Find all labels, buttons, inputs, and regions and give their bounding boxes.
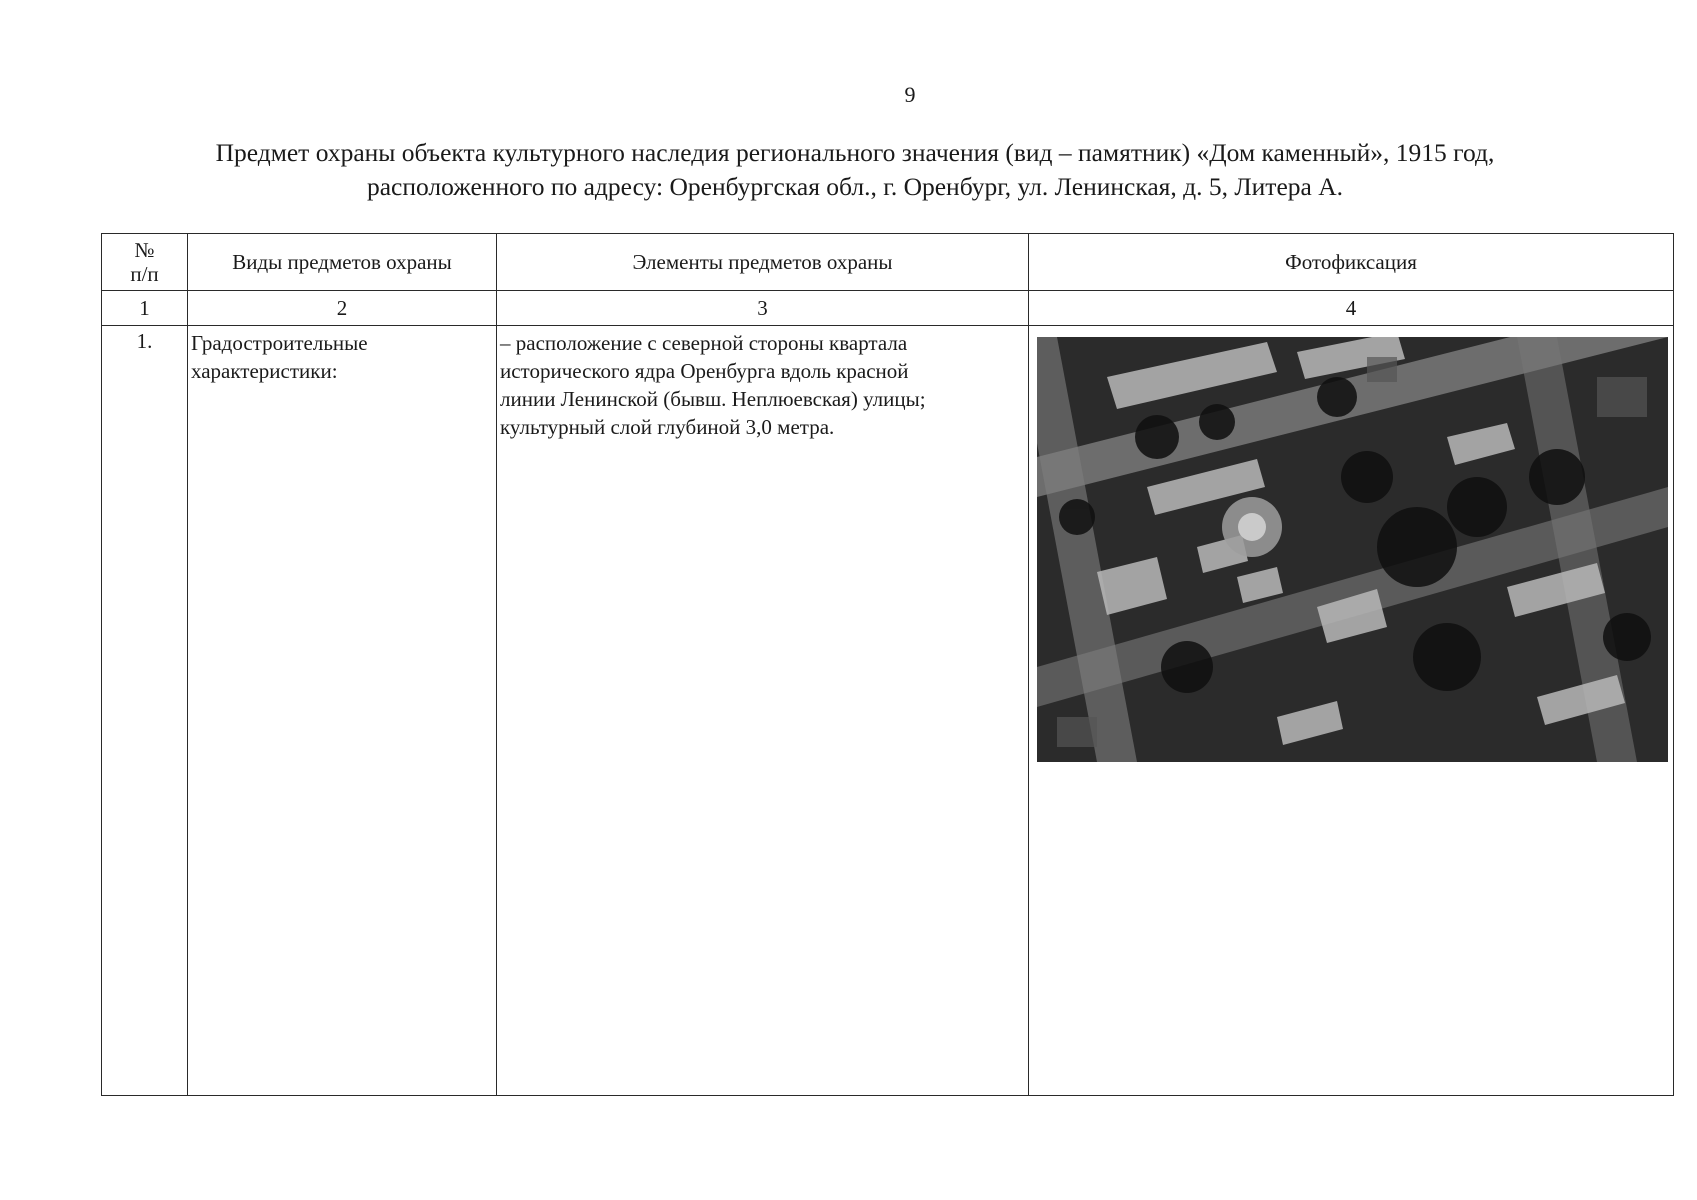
elements-line: – расположение с северной стороны квартала (500, 331, 908, 355)
page-number: 9 (904, 82, 916, 107)
column-number: 2 (188, 291, 497, 326)
elements-line: исторического ядра Оренбурга вдоль красной (500, 359, 909, 383)
column-number: 4 (1029, 291, 1674, 326)
header-elements: Элементы предметов охраны (497, 234, 1029, 291)
header-num-label: № п/п (130, 238, 159, 286)
column-number: 1 (102, 291, 188, 326)
document-title (110, 136, 1600, 204)
elements-line: линии Ленинской (бывш. Неплюевская) улицы; (500, 387, 926, 411)
table-header-row (102, 234, 1674, 291)
column-number-row (102, 291, 1674, 326)
protection-elements (497, 326, 1029, 1096)
protection-type (188, 326, 497, 1096)
header-types: Виды предметов охраны (188, 234, 497, 291)
elements-line: культурный слой глубиной 3,0 метра. (500, 415, 835, 439)
header-num (102, 234, 188, 291)
protection-type-line: Градостроительные (191, 331, 368, 355)
title-line-1: Предмет охраны объекта культурного наследия регионального значения (вид – памятник) «Дом каменный», 1915 год, (215, 138, 1495, 167)
aerial-photo-icon (1037, 337, 1668, 762)
title-line-2: расположенного по адресу: Оренбургская обл., г. Оренбург, ул. Ленинская, д. 5, Литера А. (366, 172, 1344, 201)
row-number: 1. (102, 326, 188, 1096)
header-photo: Фотофиксация (1029, 234, 1674, 291)
photo-cell (1029, 326, 1674, 1096)
table-row (102, 326, 1674, 1096)
protection-type-line: характеристики: (191, 359, 338, 383)
column-number: 3 (497, 291, 1029, 326)
protection-table (101, 233, 1674, 1096)
